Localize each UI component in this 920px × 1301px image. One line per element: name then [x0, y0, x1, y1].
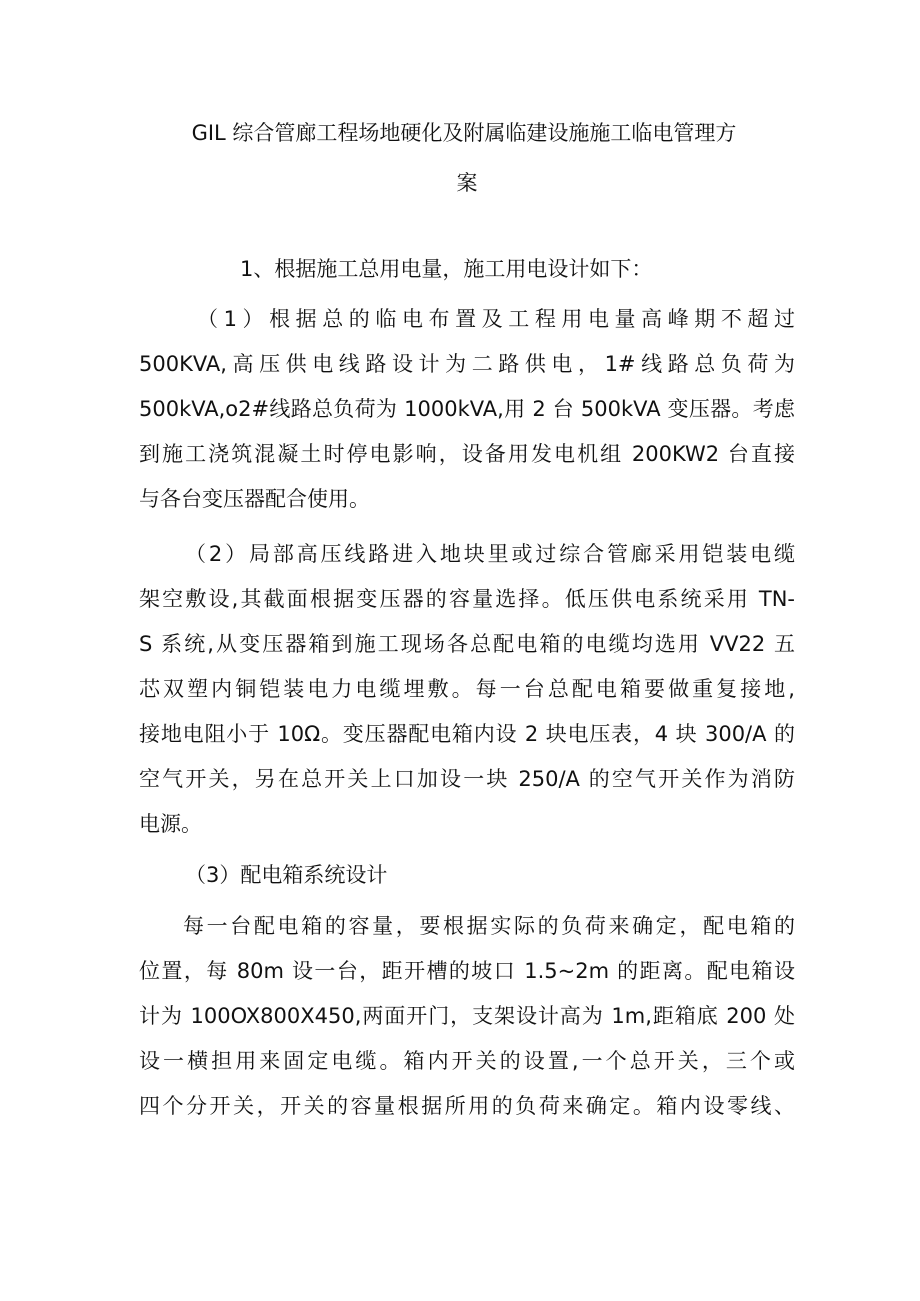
paragraph-line: 四个分开关，开关的容量根据所用的负荷来确定。箱内设零线、 — [139, 1094, 795, 1118]
title-line-1: GIL 综合管廊工程场地硬化及附属临建设施施工临电管理方 — [191, 121, 737, 145]
paragraph-line: 500kVA,o2#线路总负荷为 1000kVA,用 2 台 500kVA 变压器。考虑 — [139, 397, 795, 421]
subsection-heading: （3）配电箱系统设计 — [185, 863, 388, 887]
paragraph-line: 计为 100OX800X450,两面开门，支架设计高为 1m,距箱底 200 处 — [139, 1004, 795, 1028]
paragraph-3 — [139, 904, 795, 1129]
paragraph-line: S 系统,从变压器箱到施工现场各总配电箱的电缆均选用 VV22 五 — [139, 632, 795, 656]
document-title — [0, 108, 920, 208]
paragraph-line: （1）根据总的临电布置及工程用电量高峰期不超过 — [197, 307, 795, 331]
paragraph-line: 每一台配电箱的容量，要根据实际的负荷来确定，配电箱的 — [183, 914, 795, 938]
paragraph-line: 与各台变压器配合使用。 — [139, 487, 370, 511]
paragraph-2 — [139, 532, 795, 847]
paragraph-line: 500KVA,高压供电线路设计为二路供电，1#线路总负荷为 — [139, 352, 795, 376]
paragraph-line: 接地电阻小于 10Ω。变压器配电箱内设 2 块电压表，4 块 300/A 的 — [139, 722, 795, 746]
title-line-2: 案 — [456, 171, 478, 195]
paragraph-line: 设一横担用来固定电缆。箱内开关的设置,一个总开关，三个或 — [139, 1049, 795, 1073]
paragraph-line: 芯双塑内铜铠装电力电缆埋敷。每一台总配电箱要做重复接地, — [139, 677, 795, 701]
section-heading: 1、根据施工总用电量，施工用电设计如下： — [240, 257, 653, 281]
paragraph-line: 架空敷设,其截面根据变压器的容量选择。低压供电系统采用 TN- — [139, 587, 795, 611]
document-body — [139, 247, 795, 1129]
paragraph-line: （2）局部高压线路进入地块里或过综合管廊采用铠装电缆 — [185, 542, 795, 566]
paragraph-line: 到施工浇筑混凝土时停电影响，设备用发电机组 200KW2 台直接 — [139, 442, 795, 466]
paragraph-line: 位置，每 80m 设一台，距开槽的坡口 1.5~2m 的距离。配电箱设 — [139, 959, 795, 983]
paragraph-line: 电源。 — [139, 812, 202, 836]
paragraph-line: 空气开关，另在总开关上口加设一块 250/A 的空气开关作为消防 — [139, 767, 795, 791]
paragraph-1 — [139, 297, 795, 522]
